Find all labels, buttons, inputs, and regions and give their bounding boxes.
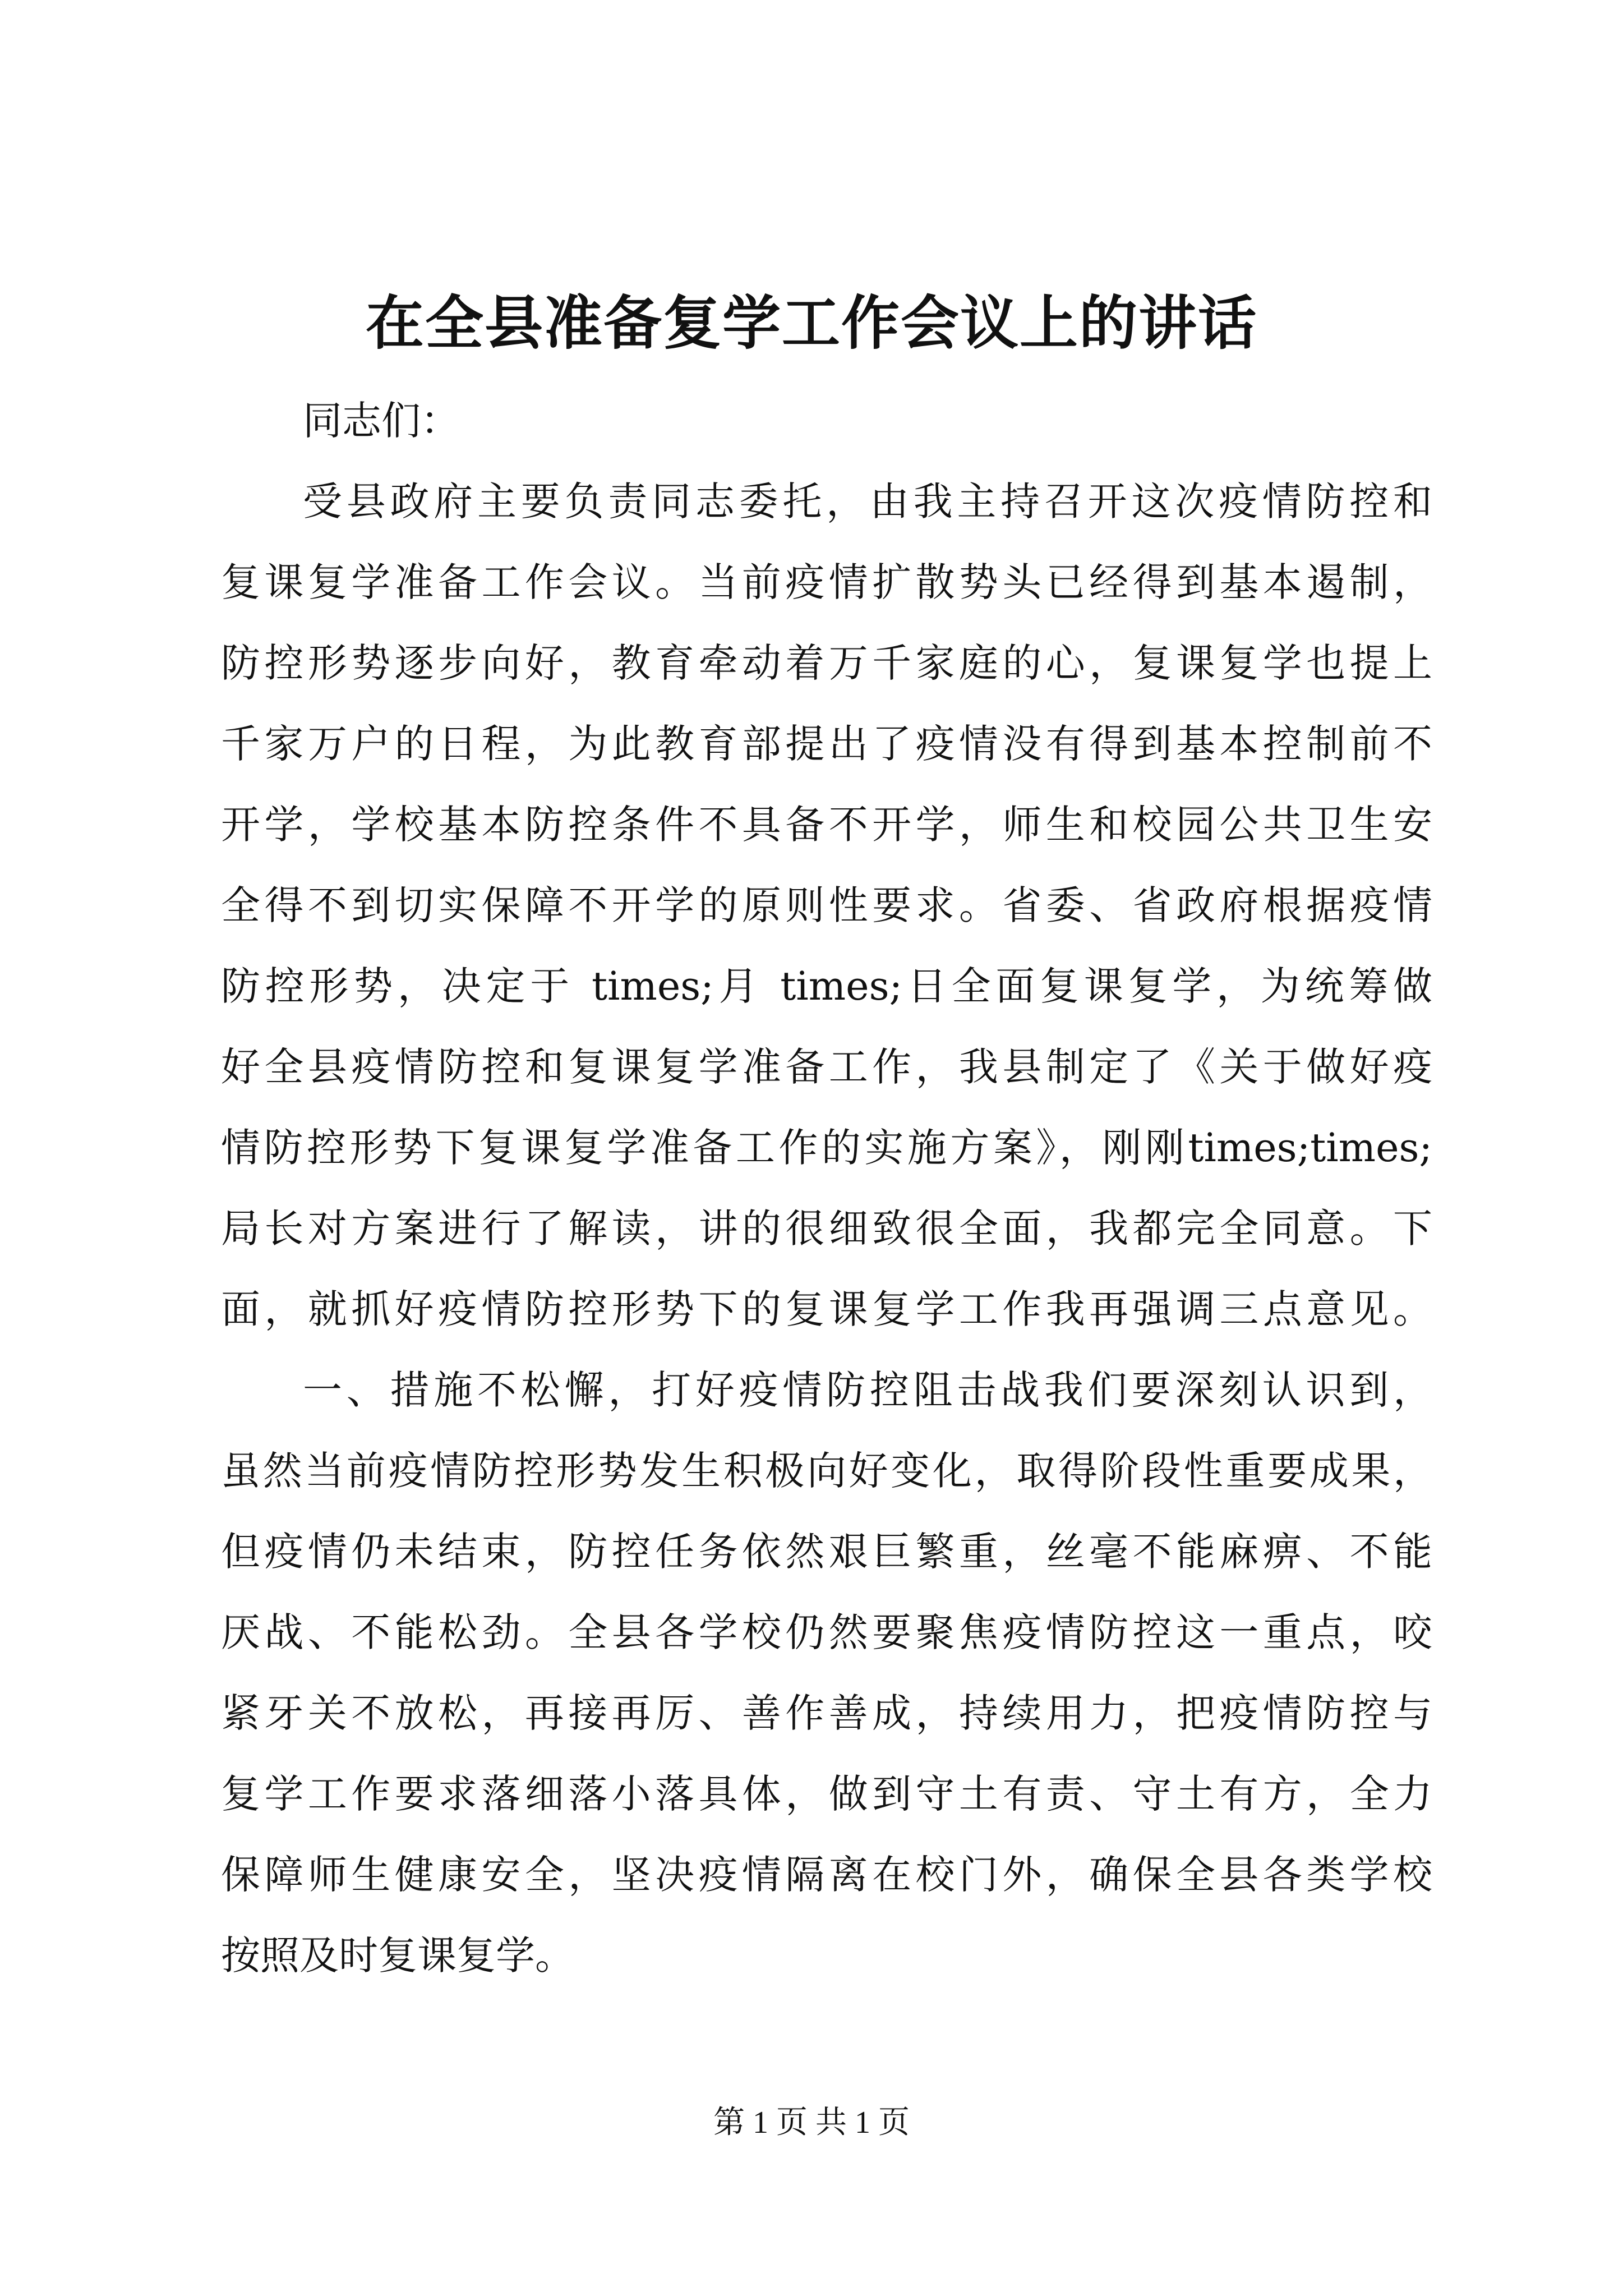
salutation-line: 同志们： [303, 398, 460, 444]
paragraph-1-line-8: 好全县疫情防控和复课复学准备工作，我县制定了《关于做好疫 [221, 1044, 1432, 1090]
paragraph-1-line-4: 千家万户的日程，为此教育部提出了疫情没有得到基本控制前不 [221, 721, 1432, 767]
paragraph-2-line-8: 按照及时复课复学。 [221, 1932, 574, 1978]
paragraph-1-line-9: 情防控形势下复课复学准备工作的实施方案》，刚刚times;times; [221, 1125, 1432, 1171]
paragraph-1-line-1: 受县政府主要负责同志委托，由我主持召开这次疫情防控和 [303, 478, 1432, 524]
paragraph-2-line-5: 紧牙关不放松，再接再厉、善作善成，持续用力，把疫情防控与 [221, 1690, 1432, 1736]
document-title: 在全县准备复学工作会议上的讲话 [365, 288, 1257, 357]
paragraph-1-line-11: 面，就抓好疫情防控形势下的复课复学工作我再强调三点意见。 [221, 1286, 1432, 1332]
paragraph-2-line-3: 但疫情仍未结束，防控任务依然艰巨繁重，丝毫不能麻痹、不能 [221, 1529, 1432, 1575]
paragraph-2-line-1: 一、措施不松懈，打好疫情防控阻击战我们要深刻认识到， [303, 1367, 1432, 1413]
page-footer: 第 1 页 共 1 页 [713, 2105, 910, 2140]
paragraph-2-line-4: 厌战、不能松劲。全县各学校仍然要聚焦疫情防控这一重点，咬 [221, 1609, 1432, 1655]
paragraph-1-line-5: 开学，学校基本防控条件不具备不开学，师生和校园公共卫生安 [221, 802, 1432, 848]
paragraph-1-line-2: 复课复学准备工作会议。当前疫情扩散势头已经得到基本遏制， [221, 559, 1432, 605]
paragraph-2-line-2: 虽然当前疫情防控形势发生积极向好变化，取得阶段性重要成果， [221, 1448, 1432, 1494]
paragraph-2-line-6: 复学工作要求落细落小落具体，做到守土有责、守土有方，全力 [221, 1771, 1432, 1817]
paragraph-1-line-7: 防控形势，决定于 times;月 times;日全面复课复学，为统筹做 [221, 963, 1432, 1009]
paragraph-1-line-10: 局长对方案进行了解读，讲的很细致很全面，我都完全同意。下 [221, 1205, 1432, 1251]
paragraph-1-line-6: 全得不到切实保障不开学的原则性要求。省委、省政府根据疫情 [221, 882, 1432, 928]
paragraph-2-line-7: 保障师生健康安全，坚决疫情隔离在校门外，确保全县各类学校 [221, 1852, 1432, 1898]
paragraph-1-line-3: 防控形势逐步向好，教育牵动着万千家庭的心，复课复学也提上 [221, 640, 1432, 686]
